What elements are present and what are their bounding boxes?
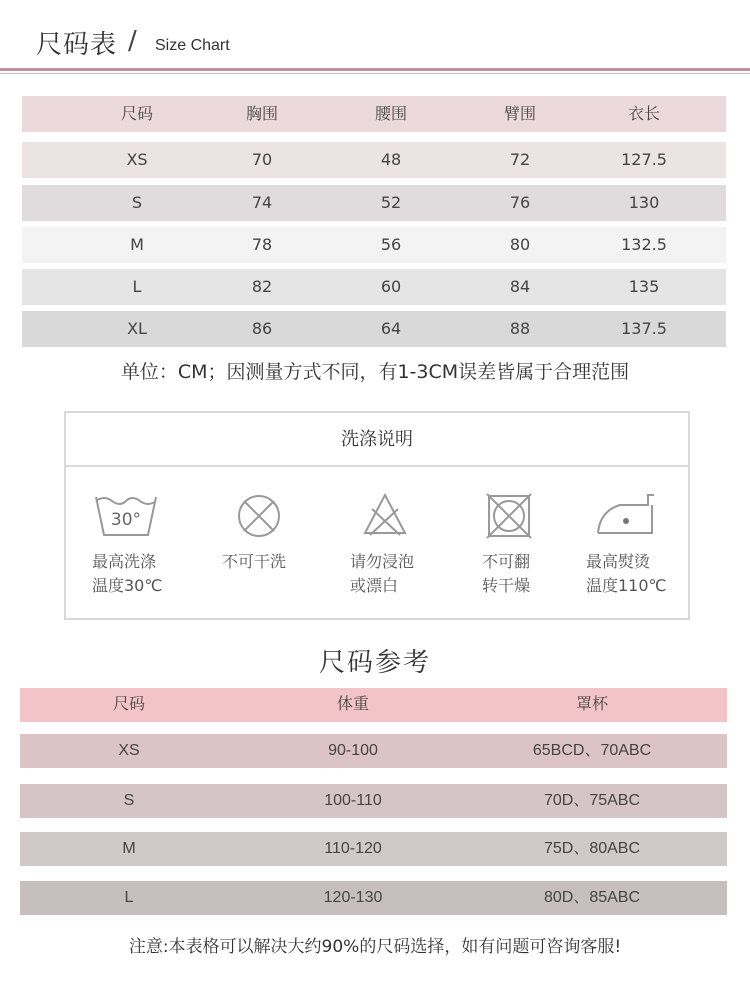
wash-label-4: 不可翻 转干燥 bbox=[482, 552, 531, 595]
unit-note: 单位：CM；因测量方式不同，有1-3CM误差皆属于合理范围 bbox=[120, 361, 630, 383]
table-cell: 胸围 bbox=[245, 104, 278, 123]
table-cell: 衣长 bbox=[627, 104, 660, 123]
table-cell: XS bbox=[118, 742, 140, 759]
table-cell: M bbox=[122, 840, 136, 857]
table-row bbox=[22, 311, 726, 347]
table-cell: 65BCD、70ABC bbox=[532, 742, 652, 759]
table-cell: 135 bbox=[628, 277, 660, 296]
wash-temp-text: 30° bbox=[110, 510, 142, 530]
table-cell: S bbox=[123, 792, 135, 809]
table-cell: 84 bbox=[509, 277, 531, 296]
bottom-note: 注意:本表格可以解决大约90%的尺码选择，如有问题可咨询客服! bbox=[128, 937, 622, 957]
table-row bbox=[22, 269, 726, 305]
page-title: 尺码表 bbox=[36, 30, 118, 60]
table-cell: 72 bbox=[509, 150, 531, 169]
wash-instructions-box bbox=[64, 411, 690, 620]
table-cell: 82 bbox=[251, 277, 273, 296]
table-cell: 130 bbox=[628, 193, 660, 212]
reference-table-header bbox=[20, 688, 727, 722]
table-row bbox=[20, 784, 727, 818]
wash-label-1: 最高洗涤 温度30℃ bbox=[92, 552, 163, 595]
table-cell: 86 bbox=[251, 319, 273, 338]
table-cell: L bbox=[124, 889, 134, 906]
table-cell: XL bbox=[127, 319, 147, 338]
table-cell: 52 bbox=[380, 193, 402, 212]
table-cell: 腰围 bbox=[374, 104, 407, 123]
table-cell: 90-100 bbox=[328, 742, 378, 759]
table-cell: 100-110 bbox=[324, 792, 382, 809]
table-cell: 56 bbox=[380, 235, 402, 254]
no-tumble-dry-icon bbox=[486, 493, 532, 543]
table-cell: 132.5 bbox=[621, 235, 667, 254]
no-bleach-icon bbox=[362, 491, 408, 541]
table-cell: 80 bbox=[509, 235, 531, 254]
table-cell: 76 bbox=[509, 193, 531, 212]
no-dry-clean-icon bbox=[236, 493, 282, 543]
table-cell: 臂围 bbox=[503, 104, 536, 123]
table-cell: 48 bbox=[380, 150, 402, 169]
iron-110-icon bbox=[596, 493, 656, 539]
table-cell: 64 bbox=[380, 319, 402, 338]
table-cell: 78 bbox=[251, 235, 273, 254]
table-row bbox=[20, 881, 727, 915]
header-divider bbox=[0, 68, 750, 71]
wash-title: 洗涤说明 bbox=[66, 413, 688, 467]
table-cell: L bbox=[132, 277, 142, 296]
table-cell: 尺码 bbox=[112, 696, 145, 713]
table-cell: 110-120 bbox=[324, 840, 382, 857]
table-cell: 120-130 bbox=[323, 889, 383, 906]
table-cell: 88 bbox=[509, 319, 531, 338]
table-cell: 137.5 bbox=[621, 319, 667, 338]
wash-label-5: 最高熨烫 温度110℃ bbox=[586, 552, 667, 595]
table-cell: 75D、80ABC bbox=[543, 840, 641, 857]
table-cell: 尺码 bbox=[120, 104, 153, 123]
table-row bbox=[20, 832, 727, 866]
wash-30-icon bbox=[94, 491, 158, 541]
table-cell: 74 bbox=[251, 193, 273, 212]
table-cell: 70D、75ABC bbox=[543, 792, 641, 809]
title-separator: / bbox=[128, 26, 137, 56]
table-row bbox=[22, 185, 726, 221]
table-row bbox=[22, 142, 726, 178]
wash-label-3: 请勿浸泡 或漂白 bbox=[350, 552, 415, 595]
reference-title: 尺码参考 bbox=[318, 648, 431, 678]
table-cell: 60 bbox=[380, 277, 402, 296]
table-cell: S bbox=[131, 193, 143, 212]
header-divider-thin bbox=[0, 73, 750, 74]
table-cell: 70 bbox=[251, 150, 273, 169]
table-cell: M bbox=[130, 235, 144, 254]
table-cell: XS bbox=[126, 150, 148, 169]
size-table-header bbox=[22, 96, 726, 132]
table-cell: 127.5 bbox=[621, 150, 667, 169]
table-cell: 罩杯 bbox=[575, 696, 608, 713]
table-row bbox=[20, 734, 727, 768]
page-subtitle: Size Chart bbox=[155, 37, 230, 54]
table-row bbox=[22, 227, 726, 263]
table-cell: 80D、85ABC bbox=[543, 889, 641, 906]
wash-label-2: 不可干洗 bbox=[222, 552, 287, 571]
table-cell: 体重 bbox=[336, 696, 369, 713]
